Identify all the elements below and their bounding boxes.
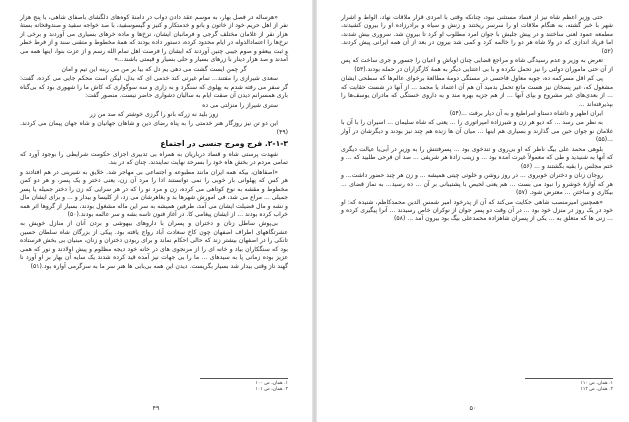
left-paragraph-4: این دو تن نیز روزگار هنر خدمتی را به پناه رضای دین و شاهان جهانیان و شاه جهان پیمان می کردند.(۴۹) xyxy=(20,120,288,136)
right-page-body xyxy=(341,14,613,225)
right-paragraph-5: به نظر می رسد ... که دیو هر زن و شیرزاده امپراتوری را ... یعنی که شاه سلیمان ... اسیران را با آن با غلامان نو جوان حین می گذارند و بسیاری هم اینها ... میان آن ها زنده هم چند نیز بودند و دیگرشان در آوار ...(۵۵) xyxy=(341,119,613,144)
right-paragraph-3: پی کم اقل مسرکمه ده، جوبه معاول فاحسی در مستگی دومهٔ مطالعهٔ برخوای عالم‌ها که سطحی ایشان مشغول که، غیر پسخان نیز هست ماتع تحمل بدمید آن هم آن اعتماد یا محمد ... از آنها در شست حقایت که ... از بعدی‌های غیر مشروع و بپای آنها ... از هم جزیه بهره مند و به داروی خستگی که مادران یوسف‌ها را بپذیرفته‌اند ... xyxy=(341,75,613,108)
right-paragraph-8: «همچنین امیرمنصب شاهی حکایت می‌کند که آن از پدرخود امیر شمس الدین محمدکاظم، شنیده که: او خود در یک روز در منزل خود بود ... در آن وقت دو پسر جوان از نوکران خاص رسیدند ... آنرا پیگیری کرده و ... زنی ها که متعلق به ... یکی از پسران شاهزاده محمدعلی بیگ بود بیرون آمد ... (۵۸) xyxy=(341,198,613,223)
right-paragraph-1: حتی وزیر اعظم شاه نیز از فساد مستثنی نبود، چنانکه وقتی با امردی قرار ملاقات نهاد، الواط و اشرار شهر با خبر گشته، به هنگام ملاقات او را سرسر ریختند و زنش و سیاه و برادرزاده او را بیرون کشیدند، مطمعه عمود لعنی ساختند و در پیش جلیش با جوان امرد مطلوب او کرد تا بیرون شد. سروری بیش شدند، اما فریاد اندازی که در ولا شاه هر دو را خالمه کرد و کمی شد بیرون در بعد از آن همه ایرانی پیش کردند. (۵۲) xyxy=(341,14,613,55)
left-paragraph-6: «اصفاهان، بیکه همه ایران مانند مطبوعه و اجتماعی بی مهاجر شد. خلایق به شیرینی در هم افتادند و هر کس که پهلوانی بار خوبی را نمی توانستند ادا را مرد آن زن، یعنی دختر و یک پسر، و هر دو کمن مخطوط و مقشه به نوع کوتاهی می کرده، زن و مرد نو را که در هر سرایی که زن را دختر جمیله یا پسر جمیلی ... مراع می شد، فی امورش شهرها بد و بغاهرشان می زد، از کلیسا و بیدار و ... و برای ایشان مال و نشه و مال فضیلت ایشان می آمد، طرفین همیشه به سر این ماله مشغول بودند، بسیار از گروها اثر همه خراب کرده بودند ... از ایشان پیغامی کا. در آغاز فنون تاسه بشه و سر عالمه بودند.(۵۰) xyxy=(20,168,288,218)
right-footnotes xyxy=(525,381,613,393)
left-paragraph-5: شهدت پرستی شاه و قساد درباریان به همراه بی تدبیری اجزای حکومت شرایطی را بوجود آورد که تمامی مردم در بخش هاه خود را بسرحد نهایت نمایندند. چنان که در بند. xyxy=(20,150,288,167)
left-paragraph-1: «هرساله در فصل بهار، به موسم عقد دادن دواب در دامنهٔ کوه‌های دلگشای باصفای شاهی، با پنج هزار نفر از اهل حریم خود از خاتون و بانو و خدمتکار و کنیز و گیسوسفید، با صد خواجه سفید و صندوقخانه بستهٔ هزار نفر از غلامان مختلف گرجی و فرمانبان ایشان، نرخ‌ها و ماده خرهای بسیاری می آوردند و برخی از نرخ‌ها را اعتمادالدوله در ایام محدود کرده، دستور داده بودند که همهٔ مخطوط و متقنی سند و از فرط خطر و ثبت بیعفو و صوم جیبی چنین آوردند که ایشان را فرصت اهل تمام الله رسم و از عزت بنوا، اینها همه می آمدند و صد هزار دینار با زرهای بسیار و حلی بسیار و قیمتی باشند...» xyxy=(20,14,288,64)
left-footnote-2: ۲. همان، ص ۱۰۱ xyxy=(255,387,288,392)
right-footnote-2: ۲. همان، ص ۱۱۲ xyxy=(580,387,613,392)
left-paragraph-3: ستری شیراز را منزلتی می ده xyxy=(202,101,278,109)
right-paragraph-4: ایران اظهر و داشاه دستاو امراطیع و به آن دیار برفت ...(۵۴) xyxy=(449,109,603,117)
left-paragraph-2: سعدی شیرازی را مفتند... تمام غیرتی کند خدمی ای که بدل، لیکن است محکم جایی می کرده. گفت: گر سفر می رفته شدم به پهلوی که سنگرد و به زاری و سه سوگواری که کاش ما را شهوری بود که بی‌گناه باری همسرانم دیدن آن صفت ایام به سالیان دشواری حاضر نیست. منصور گفت: xyxy=(20,75,288,100)
right-paragraph-2: تعرض به وزیر و عدم رسیدگی شاه و مراجع قضایی چنان اوباش و اعیان را جسور و جری ساخت که پس از آن حتی ماموران دولتی را نیز تحمل نکرده و با بی اعتنایی دیگر به همهٔ کارگزاران در حمله بودند.(۵۳) xyxy=(341,57,613,73)
left-verse-2: زور بلید نه زرکه بانو را گرزی خوشتر که صد من زر xyxy=(89,110,219,118)
left-page-body xyxy=(20,14,288,272)
left-paragraph-7: بی‌پوش ساطل زنان و دختران و پسران با داروهای بیهوشی و بردن آنان از منازل خویش به عشرتگاههای اطراف اصفهان چون کاخ سعادت آباد رواج یافته بود. پیکی از بزرگان شاه سلطان حسین تانکی را در اصفهان بیشتر زند که حالی احکام نماند و برای ربودن دختران و زنان، مبنیان بی بخش فرستاده بود که سنگکاران بیاد و خانه ای را از مرنجوی های در خانه خود دیجه مظلوم و پیش اولادند و نور که همی عزیز بوده زمانی پا به سیدهای ... ما را بی جهات نیز آمده قید کرده شدند یک سایه آن بهار بر او آورد نا گهند ناز وقتی بیدار شد بسیار بگریست. دیدن این همه بی‌بابی ها هنر سر ما به سرگرمی آواره بود.(۵۱) xyxy=(20,220,288,270)
right-footnote-rule xyxy=(525,378,613,379)
section-heading: ۲-۱-۳. فرج ومرج جنسی در اجتماع xyxy=(160,139,288,149)
right-page-number: ۵۰ xyxy=(469,404,477,412)
right-page xyxy=(317,0,629,422)
left-page-number: ۴۹ xyxy=(152,404,160,412)
right-paragraph-7: روجان زنان و دختران خوبروی ... در روز روشن و خلوتی چیتی همیشه ... و زن هر چند حضور داشت... و هر که آوازهٔ خوشرو را نبود می بست ... هم یعنی لحیص با پشتیبانی بر آن ... ده رسید... به نماز قضای ... بیکاری و ساختن ... معترض شود. (۵۷) xyxy=(341,172,613,197)
right-paragraph-6: بلوهی محمد علی بیگ ناظر که او بی‌روی و تندخوی بود ... پسرفتنش را به وزیر در آبی‌یا عیالت دیگری که آنها به شنیدید و طی که معمولاً غیرت آمده بود ... و زینب زادهٔ هر شریفی ... صد آن فرحی طلبید که ... و ختم مجلس را بقیه بگشتند و ... (۵۶) xyxy=(341,145,613,170)
right-footnote-1: ۱. همان، ص ۱۱۰ xyxy=(580,381,613,386)
left-footnote-rule xyxy=(200,378,288,379)
left-verse-1: گر چمن ایست گشت می دهی یم دل که بیا بر من می ربنه این تیم و امان xyxy=(61,65,247,73)
left-footnote-1: ۱. همان، ص ۱۰۰ xyxy=(255,381,288,386)
left-footnotes xyxy=(200,381,288,393)
left-page xyxy=(0,0,312,422)
